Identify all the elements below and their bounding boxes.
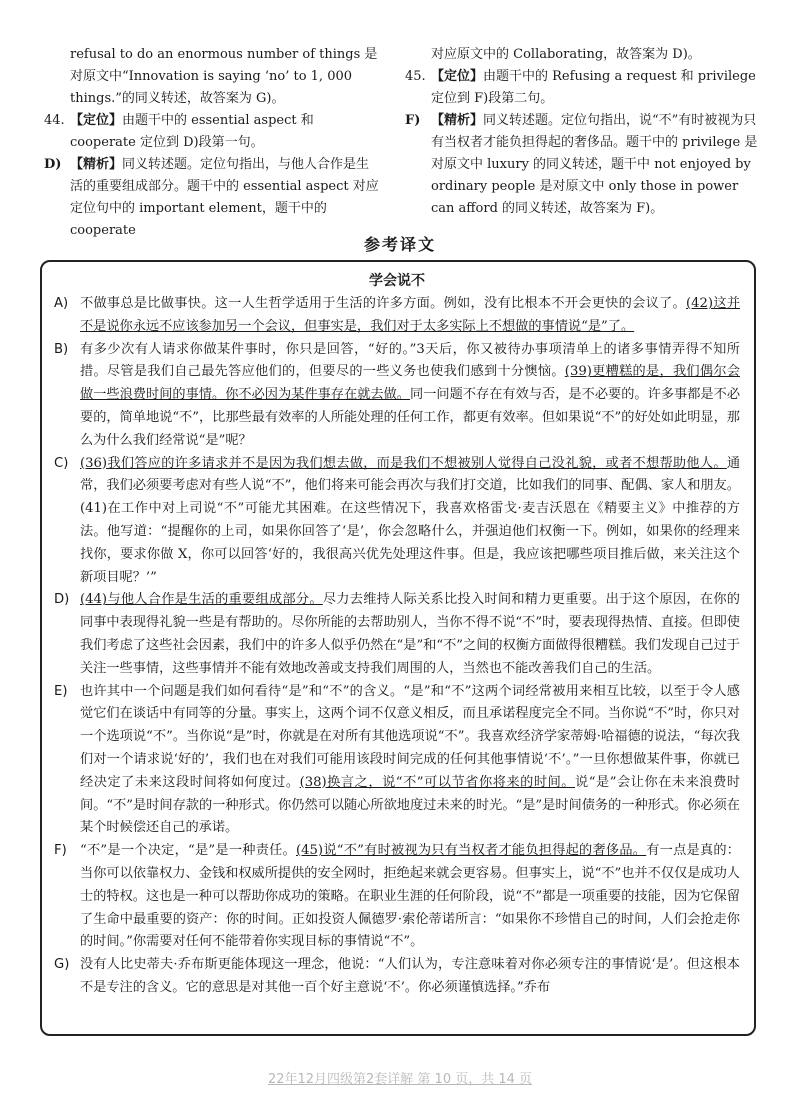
paragraph-text-plain: 说“是”会让你在未来浪费时间。“不”是时间存款的一种形式。你仍然可以随心所欲地度过未来的时光。“是”是时间债务的一种形式。你必须在某个时候偿还自己的承诺。 xyxy=(80,774,741,836)
question-45-locate xyxy=(405,66,765,110)
translation-paragraph xyxy=(54,293,740,339)
answer-label: D) xyxy=(44,157,62,172)
paragraph-text-plain: 也许其中一个问题是我们如何看待“是”和“不”的含义。“是”和“不”这两个词经常被用来相互比较，以至于令人感觉它们在谈话中有同等的分量。事实上，这两个词不仅意义相反，而且承诺程度完全不同。当你说“不”时，你只对一个选项说“不”。当你说“是”时，你就是在对所有其他选项说“不”。我喜欢经济学家蒂姆·哈福德的说法，“每次我们对一个请求说‘好的’，我们也在对我们可能用该段时间完成的任何其他事情说‘不’。”一旦你想做某件事，你就已经决定了未来这段时间将如何度过。 xyxy=(80,683,740,790)
paragraph-text-plain: “不”是一个决定，“是”是一种责任。 xyxy=(80,843,296,859)
paragraph-label: F) xyxy=(54,843,67,859)
paragraph-text-plain: 通常，我们必须要考虑对有些人说“不”，他们将来可能会再次与我们打交道，比如我们的同事、配偶、家人和朋友。(41)在工作中对上司说“不”可能尤其困难。在这些情况下，我喜欢格雷戈·麦吉沃恩在《精要主义》中推荐的方法。他写道：“提醒你的上司，如果你回答了‘是’，你会忽略什么，并强迫他们权衡一下。例如，如果你的经理来找你，要求你做 X，你可以回答‘好的，我很高兴优先处理这件事。但是，我应该把哪些项目推后做，来关注这个新项目呢？’” xyxy=(80,455,740,585)
paragraph-text xyxy=(80,954,740,1000)
paragraph-text xyxy=(80,840,740,954)
analysis-tag: 【精析】 xyxy=(70,157,123,172)
paragraph-text xyxy=(80,681,740,841)
analysis-text: 同义转述题。定位句指出，说“不”有时被视为只有当权者才能负担得起的奢侈品。题干中的 privilege 是对原文中 luxury 的同义转述，题干中 not enjoyed by ordinary people 是对原文中 only those in power can afford 的同义转述，故答案为 F)。 xyxy=(431,113,758,216)
translation-paragraph xyxy=(54,339,740,453)
analysis-text: 同义转述题。定位句指出，与他人合作是生活的重要组成部分。题干中的 essential aspect 对应定位句中的 important element，题干中的 cooperate xyxy=(70,157,379,238)
locate-text: 由题干中的 essential aspect 和 cooperate 定位到 D)段第一句。 xyxy=(70,113,314,150)
paragraph-label: B) xyxy=(54,341,69,357)
locate-tag: 【定位】 xyxy=(431,69,484,84)
paragraph-text-underlined: (44)与他人合作是生活的重要组成部分。 xyxy=(80,592,323,608)
left-column xyxy=(44,44,382,242)
translation-box xyxy=(40,260,756,1036)
question-45-analysis xyxy=(405,110,765,220)
paragraph-text-underlined: (36)我们答应的许多请求并不是因为我们想去做，而是我们不想被别人觉得自己没礼貌，或者不想帮助他人。 xyxy=(80,455,727,471)
paragraph-label: A) xyxy=(54,296,69,311)
answer-analysis-section xyxy=(0,0,800,238)
paragraph-text-plain: 尽力去维持人际关系比投入时间和精力更重要。出于这个原因，在你的同事中表现得礼貌一些是有帮助的。尽你所能的去帮助别人，当你不得不说“不”时，要表现得热情、直接。但即使我们考虑了这些社会因素，我们中的许多人似乎仍然在“是”和“不”之间的权衡方面做得很糟糕。我们发现自己过于关注一些事情，这些事情并不能有效地改善或支持我们周围的人，当然也不能改善我们自己的生活。 xyxy=(80,592,740,676)
paragraph-text-underlined: (39)更糟糕的是，我们偶尔会做一些浪费时间的事情。你不必因为某件事存在就去做。 xyxy=(80,364,740,403)
paragraph-label: E) xyxy=(54,683,68,699)
locate-tag: 【定位】 xyxy=(70,113,123,128)
analysis-tag: 【精析】 xyxy=(431,113,484,128)
paragraph-text-plain: 没有人比史蒂夫·乔布斯更能体现这一理念，他说：“人们认为，专注意味着对你必须专注的事情说‘是’。但这根本不是专注的含义。它的意思是对其他一百个好主意说‘不’。你必须谨慎选择。”乔布 xyxy=(80,957,740,995)
paragraph-text-plain: 不做事总是比做事快。这一人生哲学适用于生活的许多方面。例如，没有比根本不开会更快的会议了。 xyxy=(80,296,686,311)
paragraph-text-plain: 有多少次有人请求你做某件事时，你只是回答，“好的。”3天后，你又被待办事项清单上的诸多事情弄得不知所措。尽管是我们自己最先答应他们的，但要尽的一些义务也使我们感到十分懊恼。 xyxy=(80,341,740,380)
continued-analysis-text: 对应原文中的 Collaborating，故答案为 D)。 xyxy=(431,47,701,62)
paragraph-text-underlined: (45)说“不”有时被视为只有当权者才能负担得起的奢侈品。 xyxy=(296,843,647,859)
paragraph-label: C) xyxy=(54,455,69,471)
paragraph-text-plain: 同一问题不存在有效与否，是不必要的。许多事都是不必要的，简单地说“不”，比那些最有效率的人所能处理的任何工作，都更有效率。但如果说“不”的好处如此明显，那么为什么我们经常说“是”呢？ xyxy=(80,387,741,448)
paragraph-text-plain: 有一点是真的：当你可以依靠权力、金钱和权威所提供的安全网时，拒绝起来就会更容易。但事实上，说“不”也并不仅仅是成功人士的特权。这也是一种可以帮助你成功的策略。在职业生涯的任何阶段，说“不”都是一项重要的技能，因为它保留了生命中最重要的资产：你的时间。正如投资人佩德罗·索伦蒂诺所言：“如果你不珍惜自己的时间，人们会抢走你的时间。”你需要对任何不能带着你实现目标的事情说“不”。 xyxy=(80,843,740,950)
continued-analysis-text: refusal to do an enormous number of things 是对原文中“Innovation is saying ‘no’ to 1, 000 things.”的同义转述，故答案为 G)。 xyxy=(70,47,378,106)
right-column xyxy=(405,44,765,220)
answer-label: F) xyxy=(405,113,421,128)
paragraph-text xyxy=(80,589,740,680)
translation-paragraph xyxy=(54,589,740,680)
paragraph-text xyxy=(80,453,740,590)
translation-paragraph xyxy=(54,840,740,954)
section-title: 参考译文 xyxy=(363,235,436,254)
translation-paragraph xyxy=(54,453,740,590)
translation-paragraph xyxy=(54,954,740,1000)
paragraph-label: G) xyxy=(54,957,70,973)
paragraph-text-underlined: (42)这并不是说你永远不应该参加另一个会议，但事实是，我们对于太多实际上不想做的事情说“是”了。 xyxy=(80,296,741,334)
locate-text: 由题干中的 Refusing a request 和 privilege 定位到 F)段第二句。 xyxy=(431,69,756,106)
question-44-locate xyxy=(44,110,382,154)
paragraph-text-underlined: (38)换言之，说“不”可以节省你将来的时间。 xyxy=(299,774,576,790)
question-number: 45. xyxy=(405,69,426,84)
question-44-analysis xyxy=(44,154,382,242)
translation-title: 学会说不 xyxy=(369,273,425,289)
page-footer: 22年12月四级第2套详解 第 10 页，共 14 页 xyxy=(267,1072,533,1087)
translation-paragraph xyxy=(54,681,740,841)
paragraph-text xyxy=(80,293,740,339)
paragraph-label: D) xyxy=(54,592,70,608)
paragraph-text xyxy=(80,339,740,453)
question-number: 44. xyxy=(44,113,65,128)
translation-paragraphs xyxy=(54,293,740,1000)
